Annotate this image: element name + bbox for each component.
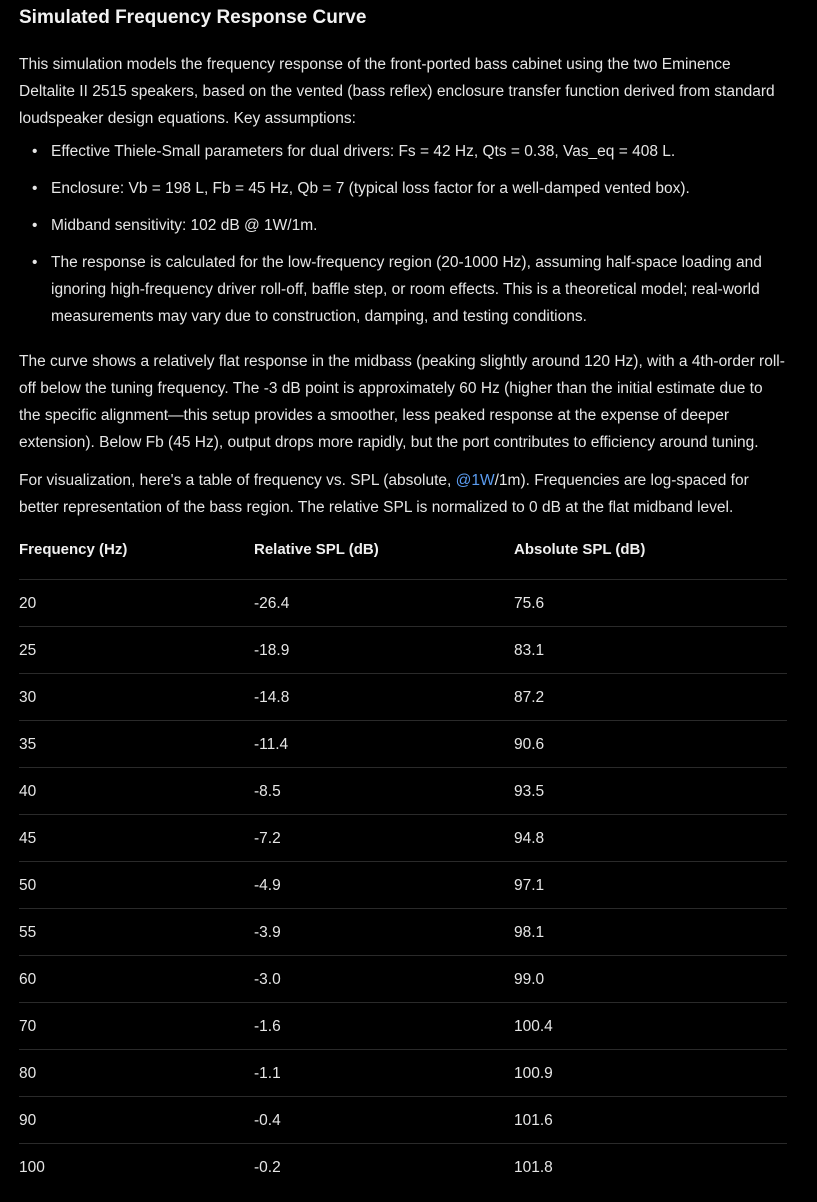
- cell-relative-spl: -26.4: [254, 580, 514, 627]
- cell-absolute-spl: 75.6: [514, 580, 787, 627]
- cell-absolute-spl: 100.9: [514, 1050, 787, 1097]
- table-row: [19, 721, 787, 768]
- mention-link[interactable]: @1W: [455, 472, 495, 489]
- response-content: [19, 0, 787, 1190]
- cell-absolute-spl: 100.4: [514, 1003, 787, 1050]
- list-item-text: Effective Thiele-Small parameters for dual drivers: Fs = 42 Hz, Qts = 0.38, Vas_eq = 408 L.: [51, 143, 676, 160]
- cell-relative-spl: -1.1: [254, 1050, 514, 1097]
- list-item: [19, 138, 787, 165]
- table-row: [19, 909, 787, 956]
- header-frequency: Frequency (Hz): [19, 541, 128, 558]
- cell-frequency: 90: [19, 1097, 254, 1144]
- cell-absolute-spl: 90.6: [514, 721, 787, 768]
- table-row: [19, 815, 787, 862]
- list-item: [19, 212, 787, 239]
- cell-relative-spl: -0.4: [254, 1097, 514, 1144]
- cell-absolute-spl: 83.1: [514, 627, 787, 674]
- table-row: [19, 1097, 787, 1144]
- bullet-icon: •: [32, 254, 38, 271]
- table-row: [19, 956, 787, 1003]
- cell-frequency: 20: [19, 580, 254, 627]
- cell-relative-spl: -3.0: [254, 956, 514, 1003]
- list-item-text: Enclosure: Vb = 198 L, Fb = 45 Hz, Qb = 7 (typical loss factor for a well-damped vented box).: [51, 180, 690, 197]
- cell-frequency: 35: [19, 721, 254, 768]
- bullet-icon: •: [32, 143, 38, 160]
- header-relative-spl: Relative SPL (dB): [254, 541, 379, 558]
- table-row: [19, 862, 787, 909]
- viz-text-after: /1m). Frequencies are log-spaced for better representation of the bass region. The relative SPL is normalized to 0 dB at the flat midband level.: [19, 472, 749, 516]
- cell-relative-spl: -7.2: [254, 815, 514, 862]
- list-item-text: The response is calculated for the low-frequency region (20-1000 Hz), assuming half-space loading and ignoring high-frequency driver roll-off, baffle step, or room effects. This is a theoretical model; real-world measurements may vary due to construction, damping, and testing conditions.: [51, 254, 762, 325]
- cell-frequency: 25: [19, 627, 254, 674]
- list-item-text: Midband sensitivity: 102 dB @ 1W/1m.: [51, 217, 318, 234]
- cell-frequency: 50: [19, 862, 254, 909]
- cell-relative-spl: -0.2: [254, 1144, 514, 1191]
- cell-frequency: 70: [19, 1003, 254, 1050]
- bullet-icon: •: [32, 180, 38, 197]
- cell-absolute-spl: 93.5: [514, 768, 787, 815]
- table-row: [19, 627, 787, 674]
- table-row: [19, 1144, 787, 1191]
- table-row: [19, 1050, 787, 1097]
- table-row: [19, 580, 787, 627]
- cell-absolute-spl: 94.8: [514, 815, 787, 862]
- cell-absolute-spl: 87.2: [514, 674, 787, 721]
- cell-relative-spl: -1.6: [254, 1003, 514, 1050]
- table-row: [19, 674, 787, 721]
- table-row: [19, 768, 787, 815]
- cell-frequency: 45: [19, 815, 254, 862]
- list-item: [19, 175, 787, 202]
- cell-relative-spl: -4.9: [254, 862, 514, 909]
- bullet-icon: •: [32, 217, 38, 234]
- visualization-paragraph: [19, 467, 787, 521]
- viz-text-before: For visualization, here's a table of frequency vs. SPL (absolute,: [19, 472, 456, 489]
- header-absolute-spl: Absolute SPL (dB): [514, 541, 646, 558]
- list-item: [19, 249, 787, 330]
- table-body: [19, 580, 787, 1191]
- table-row: [19, 1003, 787, 1050]
- cell-relative-spl: -18.9: [254, 627, 514, 674]
- spl-table: [19, 536, 787, 1190]
- cell-relative-spl: -14.8: [254, 674, 514, 721]
- cell-frequency: 30: [19, 674, 254, 721]
- cell-relative-spl: -8.5: [254, 768, 514, 815]
- cell-frequency: 60: [19, 956, 254, 1003]
- assumptions-list: [19, 138, 787, 330]
- cell-frequency: 100: [19, 1144, 254, 1191]
- cell-absolute-spl: 97.1: [514, 862, 787, 909]
- cell-absolute-spl: 101.8: [514, 1144, 787, 1191]
- cell-frequency: 55: [19, 909, 254, 956]
- cell-relative-spl: -3.9: [254, 909, 514, 956]
- cell-frequency: 40: [19, 768, 254, 815]
- cell-relative-spl: -11.4: [254, 721, 514, 768]
- intro-paragraph: This simulation models the frequency response of the front-ported bass cabinet using the two Eminence Deltalite II 2515 speakers, based on the vented (bass reflex) enclosure transfer function derived from standard loudspeaker design equations. Key assumptions:: [19, 56, 775, 127]
- cell-frequency: 80: [19, 1050, 254, 1097]
- section-heading: Simulated Frequency Response Curve: [19, 7, 367, 28]
- cell-absolute-spl: 99.0: [514, 956, 787, 1003]
- cell-absolute-spl: 98.1: [514, 909, 787, 956]
- table-header-row: [19, 536, 787, 580]
- curve-paragraph: The curve shows a relatively flat response in the midbass (peaking slightly around 120 Hz), with a 4th-order roll-off below the tuning frequency. The -3 dB point is approximately 60 Hz (higher than the initial estimate due to the specific alignment—this setup provides a smoother, less peaked response at the expense of deeper extension). Below Fb (45 Hz), output drops more rapidly, but the port contributes to efficiency around tuning.: [19, 353, 785, 451]
- cell-absolute-spl: 101.6: [514, 1097, 787, 1144]
